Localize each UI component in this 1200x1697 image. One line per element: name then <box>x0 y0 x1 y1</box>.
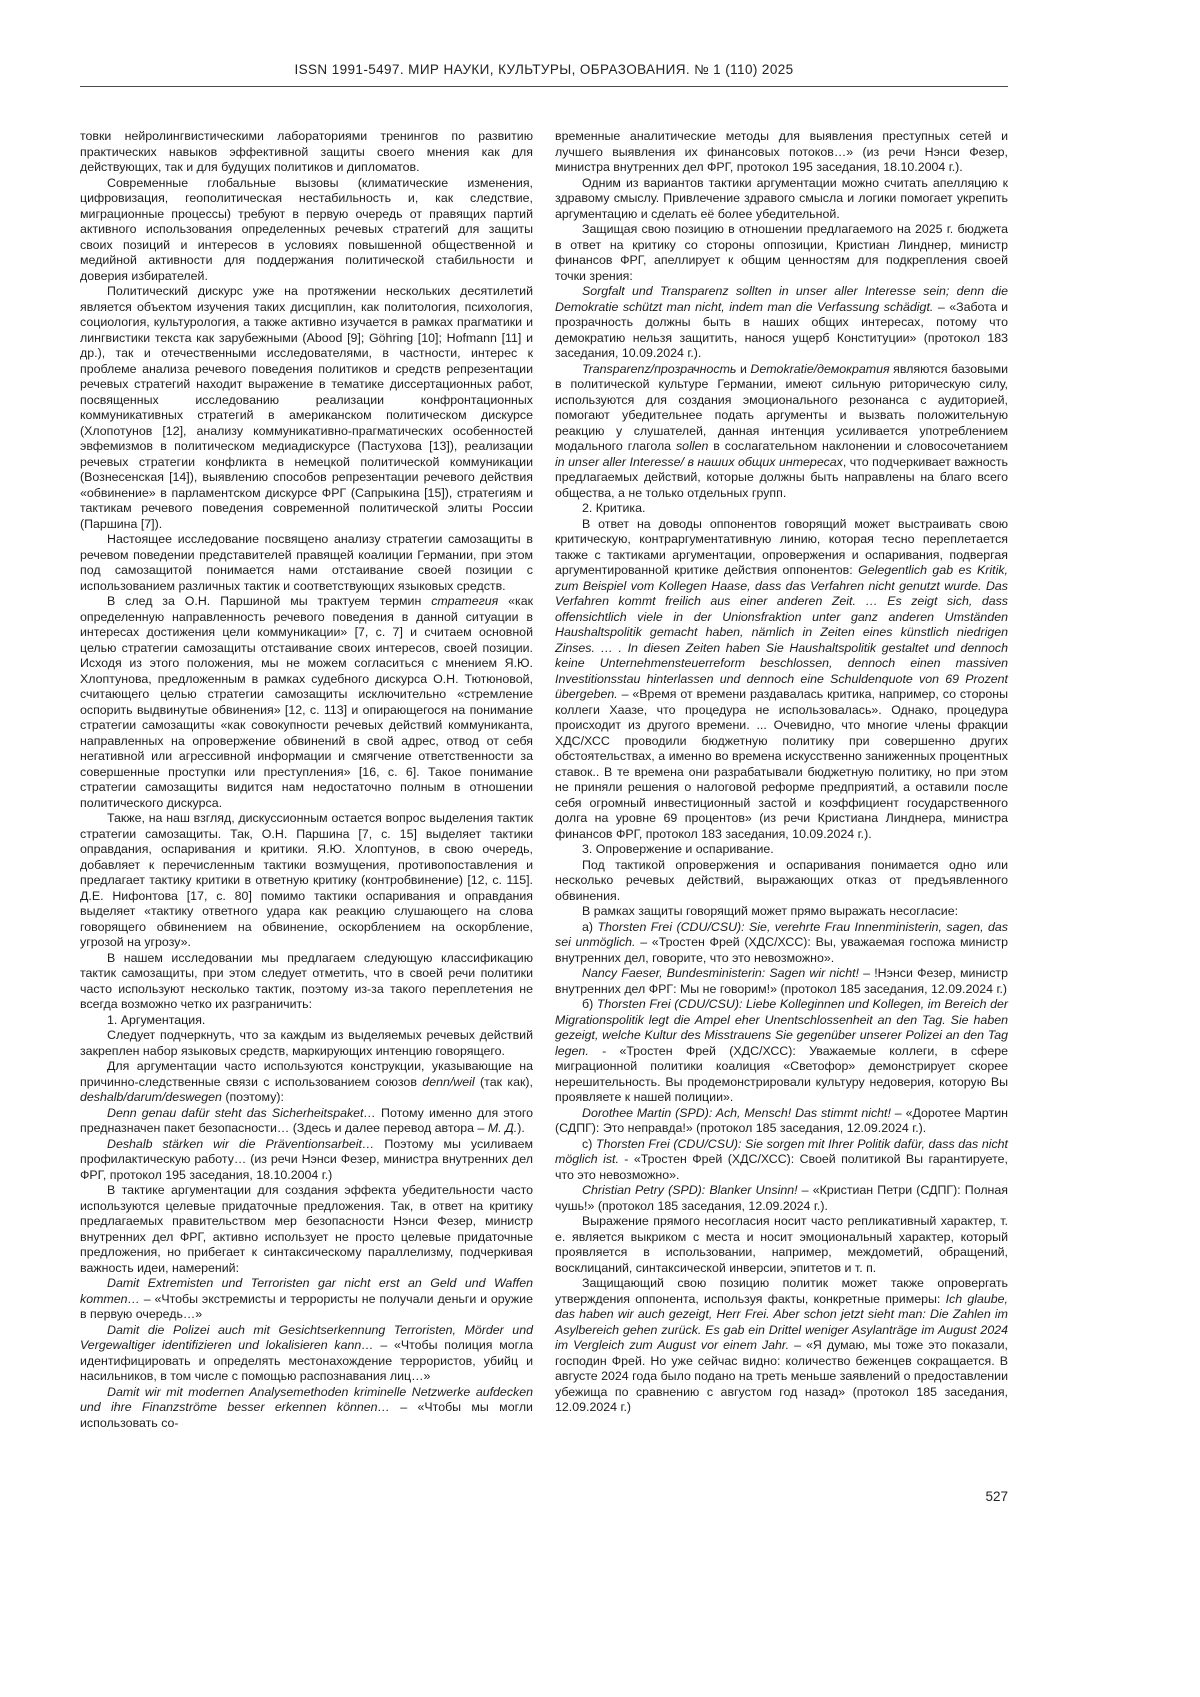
text-run: В рамках защиты говорящий может прямо выражать несогласие: <box>582 904 959 918</box>
text-run: – «Забота и прозрачность должны быть в наших общих интересах, потому что демократию нельзя защитить, нанося ущерб Конституции» (протокол 183 заседания, 10.09.2024 г.). <box>555 299 1008 360</box>
text-run: ). <box>517 1121 525 1135</box>
text-run: Thorsten Frei (CDU/CSU): Sie, verehrte Frau Innenministerin, sagen, das sei unmöglich. <box>555 919 1008 949</box>
text-run: а) <box>582 919 598 934</box>
text-run: – «Я думаю, мы тоже это показали, господин Фрей. Но уже сейчас видно: количество беженцев сокращается. В августе 2024 года было подано на треть меньше заявлений о предоставлении убежища по сравнению с августом год назад» (протокол 185 заседания, 12.09.2024 г.) <box>555 1338 1008 1414</box>
text-run: c) <box>582 1136 596 1151</box>
text-run: Dorothee Martin (SPD): Ach, Mensch! Das stimmt nicht! <box>582 1105 891 1120</box>
text-run: Под тактикой опровержения и оспаривания понимается одно или несколько речевых действий, выражающих отказ от предъявленного обвинения. <box>555 857 1008 903</box>
paragraph <box>80 532 533 594</box>
text-run: Gelegentlich gab es Kritik, zum Beispiel vom Kollegen Haase, dass das Verfahren nicht genutzt wurde. Das Verfahren kommt freilich aus einer anderen Zeit. … Es zeigt sich, dass offensichtlich viele in der Unionsfraktion unter ganz anderen Umständen Haushaltspolitik gemacht haben, nämlich in Zeiten eines künstlich niedrigen Zinses. … . In diesen Zeiten haben Sie Haushaltspolitik gestaltet und dennoch keine Unternehmensteuerreform beschlossen, dennoch einen massiven Investitionsstau hinterlassen und dennoch eine Schuldenquote von 69 Prozent übergeben. <box>555 563 1008 701</box>
text-run: М. Д. <box>487 1121 518 1135</box>
text-run: б) <box>582 997 597 1011</box>
paragraph <box>555 129 1008 176</box>
text-run: Защищая свою позицию в отношении предлагаемого на 2025 г. бюджета в ответ на критику со стороны оппозиции, Кристиан Линднер, министр финансов ФРГ, апеллирует к общим ценностям для подкрепления своей точки зрения: <box>555 222 1008 283</box>
text-run: Потому именно для этого предназначен пакет безопасности… (Здесь и далее перевод автора – <box>80 1105 533 1135</box>
paragraph <box>555 176 1008 223</box>
paragraph <box>555 1214 1008 1276</box>
paragraph <box>80 811 533 951</box>
text-run: - «Тростен Фрей (ХДС/ХСС): Своей политикой Вы гарантируете, что это невозможно». <box>555 1152 1008 1182</box>
text-run: sollen <box>675 439 709 453</box>
paragraph <box>80 1013 533 1029</box>
article-body <box>80 129 1008 1431</box>
paragraph <box>555 1106 1008 1137</box>
text-run: – !Нэнси Фезер, министр внутренних дел ФРГ: Мы не говорим!» (протокол 185 заседания, 12.09.2024 г.) <box>555 966 1008 996</box>
text-run: Damit Extremisten und Terroristen gar nicht erst an Geld und Waffen kommen… <box>80 1276 533 1306</box>
text-run: Одним из вариантов тактики аргументации можно считать апелляцию к здравому смыслу. Привлечение здравого смысла и логики помогает укрепить аргументацию и сделать её более убедительной. <box>555 175 1008 221</box>
text-run: Damit wir mit modernen Analysemethoden kriminelle Netzwerke aufdecken und ihre Finanzströme besser erkennen können… <box>80 1384 533 1414</box>
text-run: стратегия <box>431 594 499 608</box>
paragraph <box>555 517 1008 843</box>
paragraph <box>555 904 1008 920</box>
paragraph <box>555 362 1008 502</box>
text-run: Поэтому мы усиливаем профилактическую работу… (из речи Нэнси Фезер, министра внутренних дел ФРГ, протокол 195 заседания, 18.10.2004 г.) <box>80 1136 534 1182</box>
paragraph <box>80 1385 533 1432</box>
text-run: Thorsten Frei (CDU/CSU): Liebe Kolleginnen und Kollegen, im Bereich der Migrationspolitik legt die Ampel eher Unentschlossenheit an den Tag. Sie haben gezeigt, welche Kultur des Misstrauens Sie gegenüber unserer Polizei an den Tag legen. <box>555 997 1008 1058</box>
text-run: В след за О.Н. Паршиной мы трактуем термин <box>107 594 432 608</box>
paragraph <box>80 1137 533 1184</box>
text-run: Christian Petry (SPD): Blanker Unsinn! <box>582 1183 798 1197</box>
paragraph <box>80 1059 533 1106</box>
paragraph <box>555 858 1008 905</box>
text-run: (так как), <box>474 1074 533 1089</box>
journal-issn-title: ISSN 1991-5497. МИР НАУКИ, КУЛЬТУРЫ, ОБРАЗОВАНИЯ. № 1 (110) 2025 <box>294 62 794 77</box>
text-run: – «Чтобы полиция могла идентифицировать и определять местонахождение террористов, убийц и насильников, в том числе с помощью распознавания лиц…» <box>80 1338 533 1383</box>
paragraph <box>555 1183 1008 1214</box>
text-run: Transparenz/прозрачность <box>582 361 737 376</box>
paragraph <box>80 1323 533 1385</box>
paragraph <box>80 284 533 532</box>
text-run: Nancy Faeser, Bundesministerin: Sagen wir nicht! <box>582 966 860 980</box>
text-run: 3. Опровержение и оспаривание. <box>582 842 774 856</box>
text-run: являются базовыми в политической культуре Германии, имеют сильную риторическую силу, используются для создания эмоционального резонанса с аудиторией, помогают убедительнее подать аргументы и вызвать положительную реакцию у слушателей, данная интенция усиливается употреблением модального глагола <box>555 361 1009 453</box>
text-run: Следует подчеркнуть, что за каждым из выделяемых речевых действий закреплен набор языковых средств, маркирующих интенцию говорящего. <box>80 1028 533 1058</box>
paragraph <box>80 951 533 1013</box>
text-run: – «Тростен Фрей (ХДС/ХСС): Вы, уважаемая госпожа министр внутренних дел, говорите, что это невозможно». <box>555 935 1009 965</box>
text-run: – «Время от времени раздавалась критика, например, со стороны коллеги Хаазе, что процедура не использовалась». Однако, процедура происходит из другого времени. ... Очевидно, что многие члены фракции ХДС/ХСС проводили бюджетную политику при совершенно других обстоятельствах, а именно во времена искусственно заниженных процентных ставок.. В те времена они разрабатывали бюджетную политику, но при этом не приняли решения о налоговой реформе предприятий, а оставили после себя огромный инвестиционный застой и коэффициент государственного долга на уровне 69 процентов» (из речи Кристиана Линднера, министра финансов ФРГ, протокол 183 заседания, 10.09.2024 г.). <box>555 687 1008 841</box>
paragraph <box>80 129 533 176</box>
page-number: 527 <box>985 1489 1008 1504</box>
paragraph <box>555 966 1008 997</box>
paragraph <box>555 997 1008 1106</box>
paragraph <box>555 222 1008 284</box>
paragraph <box>555 920 1008 967</box>
text-run: товки нейролингвистическими лабораториями тренингов по развитию практических навыков эффективной защиты своего мнения как для действующих, так и для будущих политиков и дипломатов. <box>80 129 533 174</box>
paragraph <box>80 594 533 811</box>
text-run: временные аналитические методы для выявления преступных сетей и лучшего выявления их финансовых потоков…» (из речи Нэнси Фезер, министра внутренних дел ФРГ, протокол 195 заседания, 18.10.2004 г.). <box>555 129 1008 174</box>
text-run: - «Тростен Фрей (ХДС/ХСС): Уважаемые коллеги, в сфере миграционной политики коалиция «Светофор» демонстрирует скорее нерешительность. Вы продемонстрировали культуру недоверия, которую Вы проявляете к нашей полиции». <box>555 1043 1008 1104</box>
text-run: 2. Критика. <box>582 501 646 515</box>
text-run: deshalb/darum/deswegen <box>80 1090 222 1104</box>
text-run: in unser aller Interesse/ в наших общих интересах <box>555 454 843 469</box>
paragraph <box>80 176 533 285</box>
text-run: , что подчеркивает важность предлагаемых действий, которые должны быть направлены на благо всего общества, а не только отдельных групп. <box>555 454 1008 500</box>
text-run: Deshalb stärken wir die Präventionsarbeit… <box>107 1136 375 1151</box>
text-run: Также, на наш взгляд, дискуссионным остается вопрос выделения тактик стратегии самозащиты. Так, О.Н. Паршина [7, с. 15] выделяет тактики оправдания, оспаривания и критики. Я.Ю. Хлоптунов, в свою очередь, добавляет к перечисленным тактики возмущения, противопоставления и предлагает тактику критики в ответную критику (контробвинение) [12, с. 115]. Д.Е. Нифонтова [17, с. 80] помимо тактики оспаривания и оправдания выделяет «тактику ответного удара как реакцию слушающего на слова говорящего обвинением на обвинение, оскорблением на оскорбление, угрозой на угрозу». <box>80 811 533 949</box>
text-run: в сослагательном наклонении и словосочетанием <box>708 439 1008 453</box>
text-run: – «Доротее Мартин (СДПГ): Это неправда!» (протокол 185 заседания, 12.09.2024 г.). <box>555 1105 1008 1135</box>
text-run: Современные глобальные вызовы (климатические изменения, цифровизация, геополитическая нестабильность и, как следствие, миграционные процессы) требуют в первую очередь от правящих партий активного использования определенных речевых стратегий для защиты своих позиций и интересов в условиях повышенной общественной и медийной активности для поддержания политической стабильности и доверия избирателей. <box>80 175 533 283</box>
text-run: «как определенную направленность речевого поведения в данной ситуации в интересах достижения цели коммуникации» [7, с. 7] и считаем основной целью стратегии самозащиты отстаивание своих интересов, своей позиции. Исходя из этого положения, мы не можем согласиться с мнением Я.Ю. Хлоптунова, предложенным в рамках судебного дискурса О.Н. Тютюновой, считающего целью стратегии самозащиты исключительно «стремление оспорить выдвинутые обвинения» [12, с. 113] и опирающегося на понимание стратегии самозащиты «как совокупности речевых действий коммуниканта, направленных на опровержение обвинений в свой адрес, отвод от себя негативной или агрессивной информации и смягчение ответственности за совершенные проступки или преступления» [16, с. 6]. Такое понимание стратегии самозащиты видится нам недостаточно полным в отношении политического дискурса. <box>80 594 534 810</box>
paragraph <box>555 284 1008 362</box>
text-run: и <box>736 361 751 376</box>
text-run: Политический дискурс уже на протяжении нескольких десятилетий является объектом изучения таких дисциплин, как политология, психология, социология, культурология, а также активно изучается в рамках прагматики и лингвистики текста как зарубежными (Abood [9]; Göhring [10]; Hofmann [11] и др.), так и отечественными исследователями, в частности, интерес к проблеме анализа речевого поведения политиков и средств репрезентации речевых стратегий находит выражение в тематике диссертационных работ, посвященных исследованию реализации конфронтационных коммуникативных стратегий в американском политическом дискурсе (Хлопотунов [12], анализу коммуникативно-прагматических особенностей эвфемизмов в политическом медиадискурсе (Пастухова [13]), реализации речевых стратегии конфликта в немецкой политической коммуникации (Вознесенская [14]), выявлению способов репрезентации речевого действия «обвинение» в парламентском дискурсе ФРГ (Сапрыкина [15]), стратегиям и тактикам речевого поведения современной политической элиты России (Паршина [7]). <box>80 284 533 531</box>
paragraph <box>555 1137 1008 1184</box>
text-run: 1. Аргументация. <box>107 1012 206 1027</box>
text-run: Demokratie/демократия <box>750 361 890 376</box>
text-run: Ich glaube, das haben wir auch gezeigt, Herr Frei. Aber schon jetzt sieht man: Die Zahlen im Asylbereich gehen zurück. Es gab ein Drittel weniger Asylanträge im August 2024 im Vergleich zum August vor einem Jahr. <box>555 1291 1008 1352</box>
paragraph <box>80 1183 533 1276</box>
text-run: В тактике аргументации для создания эффекта убедительности часто используются целевые придаточные предложения. Так, в ответ на критику предлагаемых правительством мер безопасности Нэнси Фезер, министр внутренних дел ФРГ, активно использует не просто целевые придаточные предложения, но прибегает к синтаксическому параллелизму, подчеркивая важность идеи, намерений: <box>80 1183 533 1275</box>
paragraph <box>555 1276 1008 1416</box>
text-run: Damit die Polizei auch mit Gesichtserkennung Terroristen, Mörder und Vergewaltiger identifizieren und lokalisieren kann… <box>80 1322 533 1352</box>
left-column <box>80 129 533 1431</box>
text-run: – «Чтобы мы могли использовать со- <box>80 1400 533 1430</box>
text-run: Выражение прямого несогласия носит часто репликативный характер, т. е. является выкриком с места и носит эмоциональный характер, который проявляется в использовании, например, междометий, обращений, восклицаний, синтаксической инверсии, эпитетов и т. п. <box>555 1214 1008 1275</box>
text-run: В нашем исследовании мы предлагаем следующую классификацию тактик самозащиты, при этом следует отметить, что в своей речи политики часто используют несколько тактик, поэтому из-за такого переплетения не всегда возможно четко их разграничить: <box>80 950 533 1011</box>
right-column <box>555 129 1008 1431</box>
paragraph <box>555 842 1008 858</box>
text-run: denn/weil <box>422 1074 475 1089</box>
text-run: В ответ на доводы оппонентов говорящий может выстраивать свою критическую, контраргументативную линию, которая тесно переплетается также с тактиками аргументации, опровержения и оспаривания, подвергая аргументированной критике действия оппонентов: <box>555 516 1008 577</box>
paragraph <box>80 1028 533 1059</box>
text-run: (поэтому): <box>221 1090 284 1104</box>
text-run: – «Кристиан Петри (СДПГ): Полная чушь!» (протокол 185 заседания, 12.09.2024 г.). <box>555 1183 1008 1213</box>
page-header <box>80 62 1008 87</box>
text-run: Защищающий свою позицию политик может также опровергать утверждения оппонента, используя факты, конкретные примеры: <box>555 1276 1008 1306</box>
paragraph <box>80 1106 533 1137</box>
paragraph <box>80 1276 533 1323</box>
text-run: Denn genau dafür steht das Sicherheitspaket… <box>107 1105 376 1120</box>
text-run: Thorsten Frei (CDU/CSU): Sie sorgen mit Ihrer Politik dafür, dass das nicht möglich ist. <box>555 1136 1008 1166</box>
text-run: – «Чтобы экстремисты и террористы не получали деньги и оружие в первую очередь…» <box>80 1291 533 1321</box>
text-run: Для аргументации часто используются конструкции, указывающие на причинно-следственные связи с использованием союзов <box>80 1059 533 1089</box>
paragraph <box>555 501 1008 517</box>
text-run: Sorgfalt und Transparenz sollten in unser aller Interesse sein; denn die Demokratie schützt man nicht, indem man die Verfassung schädigt. <box>555 284 1008 314</box>
text-run: Настоящее исследование посвящено анализу стратегии самозащиты в речевом поведении представителей правящей коалиции Германии, при этом под самозащитой понимается нами отстаивание своей позиции с использованием различных тактик и соответствующих языковых средств. <box>80 532 533 593</box>
